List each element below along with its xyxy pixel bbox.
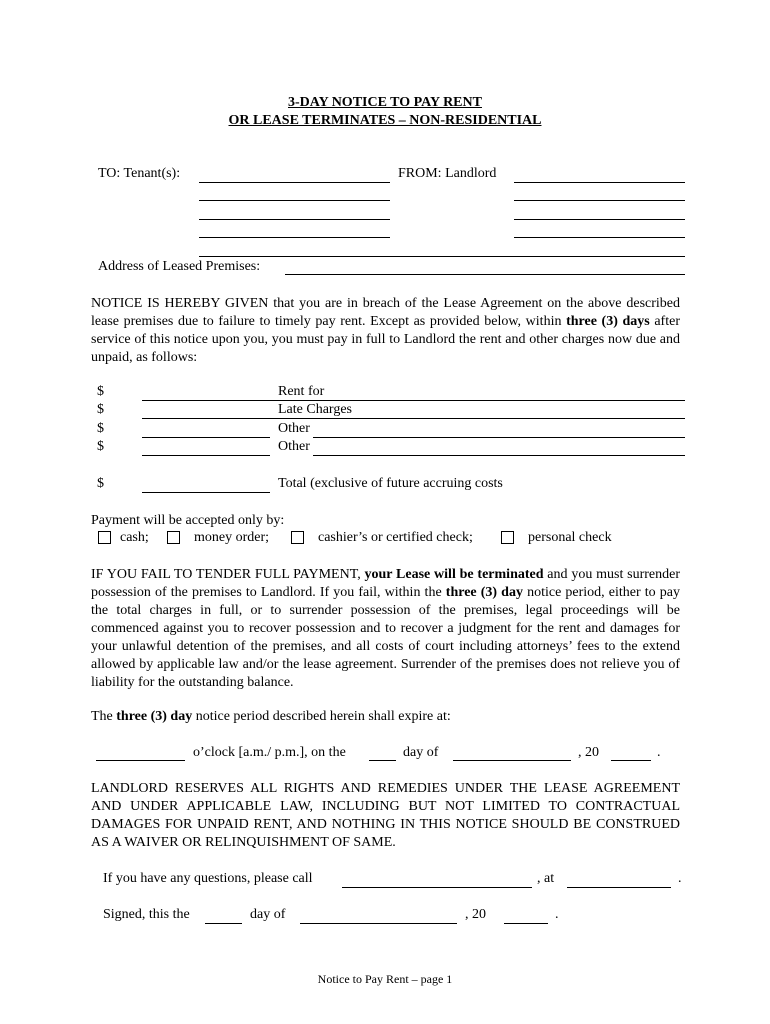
other-description-line-2[interactable] [313, 455, 685, 456]
document-title-line1: 3-DAY NOTICE TO PAY RENT [288, 95, 482, 110]
expire-day-of-text: day of [403, 745, 439, 760]
oclock-text: o’clock [a.m./ p.m.], on the [193, 745, 346, 760]
cashiers-check-option-label: cashier’s or certified check; [318, 530, 473, 545]
expire-text-1: The [91, 709, 117, 724]
fail-lease-terminated: your Lease will be terminated [364, 567, 544, 582]
expire-sentence [91, 709, 451, 725]
address-label: Address of Leased Premises: [98, 259, 261, 274]
rent-amount-line[interactable] [142, 400, 685, 401]
tenant-name-line-1[interactable] [199, 182, 390, 183]
page-footer: Notice to Pay Rent – page 1 [317, 972, 453, 986]
signed-year-line[interactable] [504, 923, 548, 924]
other-description-line-1[interactable] [313, 437, 685, 438]
notice-text-2: after service of this notice upon you, you must pay in full to Landlord the rent and other charges now due and unpaid, as follows: [91, 314, 680, 365]
charge-other-2: Other [278, 439, 310, 454]
late-charges-line[interactable] [142, 418, 685, 419]
notice-text-1: NOTICE IS HEREBY GIVEN that you are in breach of the Lease Agreement on the above described lease premises due to failure to timely pay rent. Except as provided below, within [91, 296, 680, 329]
notice-three-days: three (3) days [566, 314, 650, 329]
fail-text-2: and you must surrender possession of the premises to Landlord. If you fail, within the [91, 567, 680, 600]
payment-label: Payment will be accepted only by: [91, 513, 285, 528]
landlord-name-line-2[interactable] [514, 200, 685, 201]
tenant-name-line-2[interactable] [199, 200, 390, 201]
total-label: Total (exclusive of future accruing costs [278, 476, 503, 491]
currency-sign: $ [97, 402, 104, 417]
expire-year-line[interactable] [611, 760, 651, 761]
money-order-checkbox[interactable] [167, 531, 180, 544]
personal-check-option-label: personal check [528, 530, 612, 545]
landlord-name-line-3[interactable] [514, 219, 685, 220]
signed-label: Signed, this the [103, 907, 190, 922]
expire-hour-line[interactable] [96, 760, 185, 761]
landlord-name-line-1[interactable] [514, 182, 685, 183]
signed-day-of: day of [250, 907, 286, 922]
signed-month-line[interactable] [300, 923, 457, 924]
other-amount-line-2[interactable] [142, 455, 270, 456]
signed-year-prefix: , 20 [465, 907, 486, 922]
charge-rent-for: Rent for [278, 384, 325, 399]
fail-text-3: notice period, either to pay the total charges in full, or to surrender possession of the premises, legal proceedings will be commenced against you to recover possession and to recover a judgment for the rent and damages for your unlawful detention of the premises, and all costs of court including attorneys’ fees to the extend allowed by applicable law and/or the lease agreement. Surrender of the premises does not relieve you of liability for the outstanding balance. [91, 585, 680, 690]
reserves-paragraph: LANDLORD RESERVES ALL RIGHTS AND REMEDIES UNDER THE LEASE AGREEMENT AND UNDER APPLICABLE LAW, INCLUDING BUT NOT LIMITED TO CONTRACTUAL DAMAGES FOR UNPAID RENT, AND NOTHING IN THIS NOTICE SHOULD BE CONSTRUED AS A WAIVER OR RELINQUISHMENT OF SAME. [91, 781, 680, 850]
cash-checkbox[interactable] [98, 531, 111, 544]
to-tenant-label: TO: Tenant(s): [98, 166, 181, 181]
fail-three-day: three (3) day [445, 585, 523, 600]
expire-period: . [657, 745, 661, 760]
currency-sign: $ [97, 384, 104, 399]
currency-sign: $ [97, 439, 104, 454]
signed-period: . [555, 907, 559, 922]
notice-paragraph [91, 295, 680, 367]
failure-paragraph [91, 566, 680, 692]
phone-line[interactable] [342, 887, 532, 888]
expire-three-day: three (3) day [116, 709, 193, 724]
total-amount-line[interactable] [142, 492, 270, 493]
document-title-line2: OR LEASE TERMINATES – NON-RESIDENTIAL [228, 113, 542, 128]
questions-at: , at [537, 871, 555, 886]
personal-check-checkbox[interactable] [501, 531, 514, 544]
cashiers-check-checkbox[interactable] [291, 531, 304, 544]
other-amount-line-1[interactable] [142, 437, 270, 438]
cash-option-label: cash; [120, 530, 149, 545]
charge-other-1: Other [278, 421, 310, 436]
expire-day-line[interactable] [369, 760, 396, 761]
tenant-name-line-3[interactable] [199, 219, 390, 220]
currency-sign: $ [97, 476, 104, 491]
expire-text-2: notice period described herein shall expire at: [192, 709, 451, 724]
time-line[interactable] [567, 887, 671, 888]
address-line[interactable] [285, 274, 685, 275]
questions-label: If you have any questions, please call [103, 871, 313, 886]
money-order-option-label: money order; [194, 530, 270, 545]
charge-late-charges: Late Charges [278, 402, 352, 417]
tenant-name-line-4[interactable] [199, 237, 390, 238]
expire-month-line[interactable] [453, 760, 571, 761]
expire-year-prefix: , 20 [578, 745, 599, 760]
fail-text-1: IF YOU FAIL TO TENDER FULL PAYMENT, [91, 567, 365, 582]
address-line-upper[interactable] [199, 256, 685, 257]
from-landlord-label: FROM: Landlord [398, 166, 497, 181]
currency-sign: $ [97, 421, 104, 436]
questions-period: . [678, 871, 682, 886]
landlord-name-line-4[interactable] [514, 237, 685, 238]
signed-day-line[interactable] [205, 923, 242, 924]
